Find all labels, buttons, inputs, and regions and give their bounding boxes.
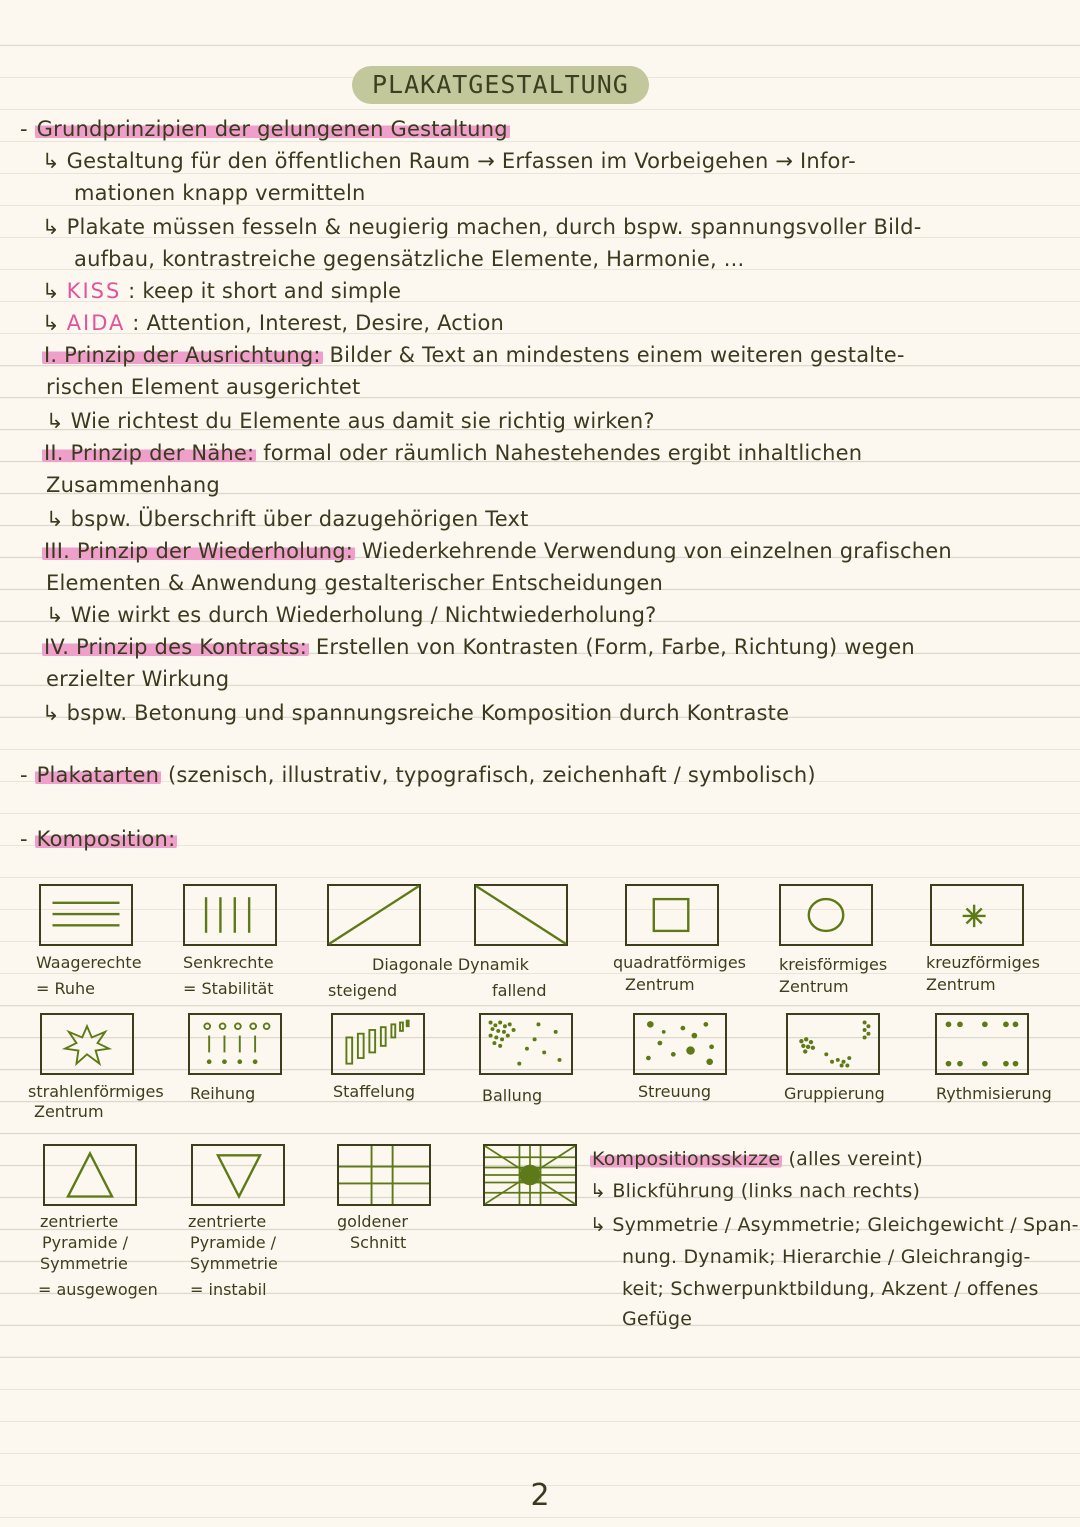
star-burst-icon [40,1013,134,1075]
caption: Reihung [190,1084,256,1103]
caption: Senkrechte [183,953,274,972]
caption: goldener [337,1212,408,1231]
caption: = instabil [190,1280,267,1299]
highlight-komposition: Komposition: [36,827,176,851]
composition-sketch-icon [483,1144,577,1206]
caption: Symmetrie [40,1254,128,1273]
caption: Symmetrie [190,1254,278,1273]
caption: Waagerechte [36,953,142,972]
skizze-line: ↳ Symmetrie / Asymmetrie; Gleichgewicht / Span- [590,1214,1079,1236]
caption: kreuzförmiges [926,953,1040,972]
text-line: ↳ bspw. Betonung und spannungsreiche Komposition durch Kontraste [42,701,790,725]
circle-center-icon [779,884,873,946]
kiss-label: KISS [66,279,122,303]
text-line: ↳ bspw. Überschrift über dazugehörigen Text [46,507,529,531]
caption: zentrierte [188,1212,267,1231]
plakatarten-text: (szenisch, illustrativ, typografisch, zeichenhaft / symbolisch) [167,763,816,787]
aida-line: ↳ AIDA : Attention, Interest, Desire, Action [42,311,505,335]
section-heading-plakatarten: - Plakatarten (szenisch, illustrativ, typografisch, zeichenhaft / symbolisch) [20,763,816,787]
caption: = ausgewogen [38,1280,158,1299]
text-line: erzielter Wirkung [46,667,230,691]
caption: Ballung [482,1086,543,1105]
principle-3-line [42,538,952,564]
caption: quadratförmiges [613,953,746,972]
principle-3-label: III. Prinzip der Wiederholung: [44,539,354,563]
caption: Gruppierung [784,1084,885,1103]
aida-label: AIDA [66,311,126,335]
text-line: Zusammenhang [46,473,220,497]
dash: - [20,117,35,141]
caption: Zentrum [625,975,695,994]
text-line: ↳ Wie richtest du Elemente aus damit sie richtig wirken? [46,409,655,433]
diagonal-rising-icon [327,884,421,946]
page-title: PLAKATGESTALTUNG [352,66,649,104]
principle-2-text: formal oder räumlich Nahestehendes ergibt inhaltlichen [263,441,863,465]
text-line: ↳ Plakate müssen fesseln & neugierig machen, durch bspw. spannungsvoller Bild- [42,215,922,239]
caption: Rythmisierung [936,1084,1052,1103]
rhythm-dots-icon [935,1013,1029,1075]
text-line: rischen Element ausgerichtet [46,375,361,399]
pyramid-triangle-icon [43,1144,137,1206]
row-pattern-icon [188,1013,282,1075]
caption: Zentrum [926,975,996,994]
staggered-bars-icon [331,1013,425,1075]
principle-4-label: IV. Prinzip des Kontrasts: [44,635,308,659]
highlight-plakatarten: Plakatarten [36,763,160,787]
caption: = Stabilität [183,979,274,998]
principle-4-text: Erstellen von Kontrasten (Form, Farbe, Richtung) wegen [315,635,915,659]
skizze-line: keit; Schwerpunktbildung, Akzent / offenes [622,1278,1039,1300]
scattered-dots-icon [633,1013,727,1075]
skizze-title-line [590,1146,923,1172]
caption: Pyramide / [42,1233,129,1252]
page-number: 2 [530,1478,550,1513]
highlight-grundprinzipien: Grundprinzipien der gelungenen Gestaltung [36,117,508,141]
inverted-pyramid-icon [191,1144,285,1206]
section-heading-grundprinzipien [20,116,510,142]
principle-3-text: Wiederkehrende Verwendung von einzelnen grafischen [361,539,952,563]
vertical-lines-icon [183,884,277,946]
text-line: Elementen & Anwendung gestalterischer Entscheidungen [46,571,663,595]
caption: Streuung [638,1082,712,1101]
principle-1-label: I. Prinzip der Ausrichtung: [44,343,321,367]
kiss-text: keep it short and simple [142,279,402,303]
cluster-dots-icon [479,1013,573,1075]
principle-1-text: Bilder & Text an mindestens einem weiteren gestalte- [329,343,905,367]
skizze-line: nung. Dynamik; Hierarchie / Gleichrangig- [622,1246,1031,1268]
text-line: ↳ Gestaltung für den öffentlichen Raum → Erfassen im Vorbeigehen → Infor- [42,149,856,173]
skizze-title-rest: (alles vereint) [788,1148,923,1170]
diagonal-falling-icon [474,884,568,946]
skizze-title: Kompositionsskizze [592,1148,781,1170]
caption: steigend [328,981,398,1000]
square-center-icon [625,884,719,946]
text-line: ↳ Wie wirkt es durch Wiederholung / Nichtwiederholung? [46,603,657,627]
caption: kreisförmiges [779,955,888,974]
caption: Zentrum [34,1102,104,1121]
caption: Zentrum [779,977,849,996]
caption: Pyramide / [190,1233,277,1252]
golden-ratio-grid-icon [337,1144,431,1206]
text-line: aufbau, kontrastreiche gegensätzliche Elemente, Harmonie, ... [74,247,745,271]
principle-4-line [42,634,915,660]
section-heading-komposition: - Komposition: [20,827,176,851]
caption: fallend [492,981,547,1000]
text-line: mationen knapp vermitteln [74,181,366,205]
skizze-line: Gefüge [622,1308,693,1330]
cross-center-icon [930,884,1024,946]
horizontal-lines-icon [39,884,133,946]
caption: Staffelung [333,1082,415,1101]
principle-2-label: II. Prinzip der Nähe: [44,441,255,465]
caption: strahlenförmiges [28,1082,164,1101]
caption: Schnitt [350,1233,407,1252]
aida-text: Attention, Interest, Desire, Action [146,311,505,335]
grouped-dots-icon [786,1013,880,1075]
skizze-line: ↳ Blickführung (links nach rechts) [590,1180,921,1202]
principle-1-line [42,342,905,368]
principle-2-line [42,440,862,466]
caption: zentrierte [40,1212,119,1231]
caption: = Ruhe [36,979,96,998]
kiss-line: ↳ KISS : keep it short and simple [42,279,402,303]
caption: Diagonale Dynamik [372,955,529,974]
